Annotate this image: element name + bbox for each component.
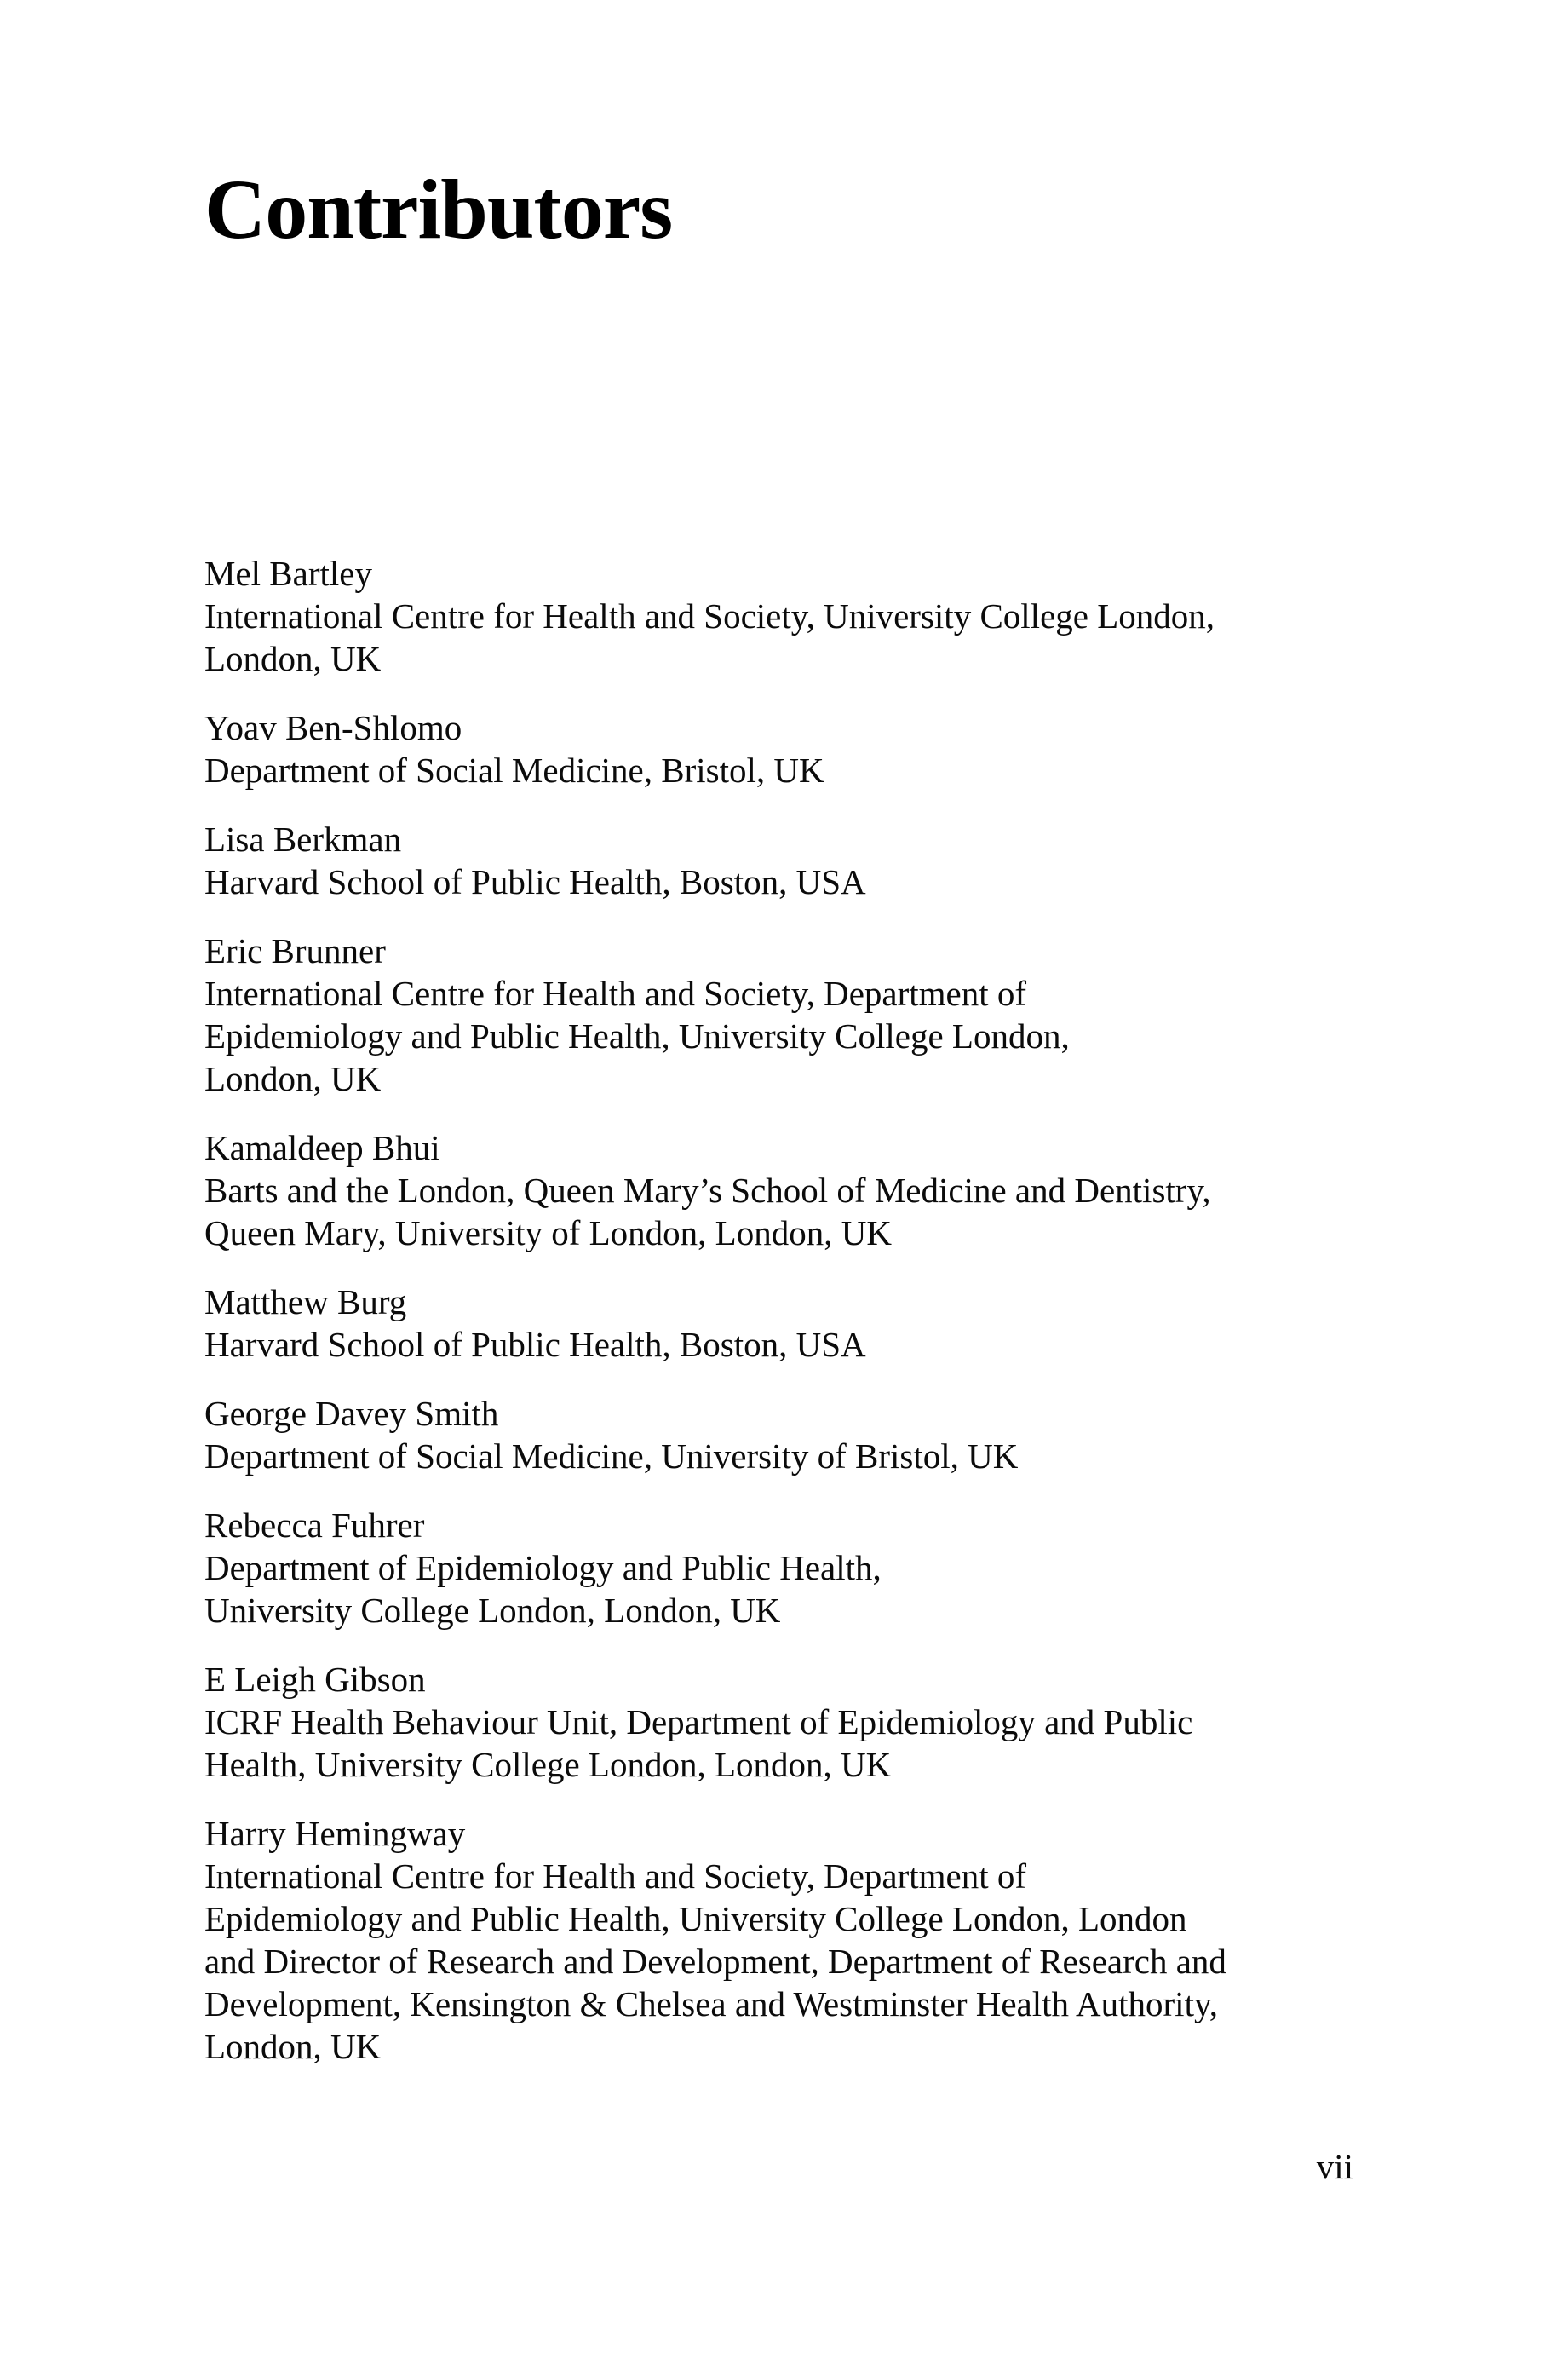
affiliation-line: Department of Social Medicine, University of Bristol, UK xyxy=(204,1436,1019,1476)
contributor-name: Mel Bartley xyxy=(204,554,372,593)
contributor-affiliation xyxy=(204,1435,1397,1477)
affiliation-line: London, UK xyxy=(204,639,382,678)
affiliation-line: Epidemiology and Public Health, University College London, xyxy=(204,1016,1070,1056)
affiliation-line: Queen Mary, University of London, London, UK xyxy=(204,1213,892,1252)
affiliation-line: Harvard School of Public Health, Boston, USA xyxy=(204,1325,866,1364)
contributor-name: Eric Brunner xyxy=(204,931,386,970)
contributor-name: Kamaldeep Bhui xyxy=(204,1128,440,1167)
affiliation-line: Department of Epidemiology and Public Health, xyxy=(204,1548,882,1587)
affiliation-line: Department of Social Medicine, Bristol, UK xyxy=(204,751,824,790)
contributor-entry xyxy=(204,1392,1397,1477)
contributor-affiliation xyxy=(204,1169,1397,1254)
affiliation-line: International Centre for Health and Society, Department of xyxy=(204,1856,1027,1896)
contributor-name: Yoav Ben-Shlomo xyxy=(204,708,462,747)
affiliation-line: International Centre for Health and Society, University College London, xyxy=(204,596,1215,636)
affiliation-line: Epidemiology and Public Health, University College London, London xyxy=(204,1899,1187,1938)
contributor-entry xyxy=(204,1658,1397,1786)
contributor-affiliation xyxy=(204,1855,1397,2068)
affiliation-line: ICRF Health Behaviour Unit, Department of Epidemiology and Public xyxy=(204,1702,1193,1741)
contributor-name: George Davey Smith xyxy=(204,1394,499,1433)
contributor-name: Harry Hemingway xyxy=(204,1814,466,1853)
affiliation-line: International Centre for Health and Society, Department of xyxy=(204,974,1027,1013)
contributor-affiliation xyxy=(204,595,1397,680)
contributor-entry xyxy=(204,1281,1397,1366)
affiliation-line: University College London, London, UK xyxy=(204,1591,781,1630)
contributors-list xyxy=(204,552,1397,2094)
affiliation-line: London, UK xyxy=(204,1059,382,1098)
affiliation-line: and Director of Research and Development, Department of Research and xyxy=(204,1942,1226,1981)
contributor-entry xyxy=(204,1126,1397,1254)
affiliation-line: Harvard School of Public Health, Boston, USA xyxy=(204,862,866,901)
contributor-entry xyxy=(204,706,1397,791)
contributor-affiliation xyxy=(204,1323,1397,1366)
contributor-entry xyxy=(204,818,1397,903)
contributor-affiliation xyxy=(204,1546,1397,1632)
contributor-affiliation xyxy=(204,749,1397,791)
contributor-name: Matthew Burg xyxy=(204,1282,407,1321)
page-number: vii xyxy=(1316,2147,1353,2186)
contributor-affiliation xyxy=(204,972,1397,1100)
affiliation-line: Health, University College London, London, UK xyxy=(204,1745,892,1784)
affiliation-line: London, UK xyxy=(204,2027,382,2066)
contributor-affiliation xyxy=(204,860,1397,903)
contributor-affiliation xyxy=(204,1701,1397,1786)
affiliation-line: Development, Kensington & Chelsea and Westminster Health Authority, xyxy=(204,1984,1219,2023)
contributor-entry xyxy=(204,1504,1397,1632)
affiliation-line: Barts and the London, Queen Mary’s School of Medicine and Dentistry, xyxy=(204,1171,1211,1210)
contributor-name: E Leigh Gibson xyxy=(204,1660,426,1699)
contributor-entry xyxy=(204,1812,1397,2068)
contributor-entry xyxy=(204,552,1397,680)
contributor-name: Lisa Berkman xyxy=(204,820,402,859)
contributor-entry xyxy=(204,930,1397,1100)
page-title: Contributors xyxy=(204,162,673,256)
contributor-name: Rebecca Fuhrer xyxy=(204,1505,425,1545)
